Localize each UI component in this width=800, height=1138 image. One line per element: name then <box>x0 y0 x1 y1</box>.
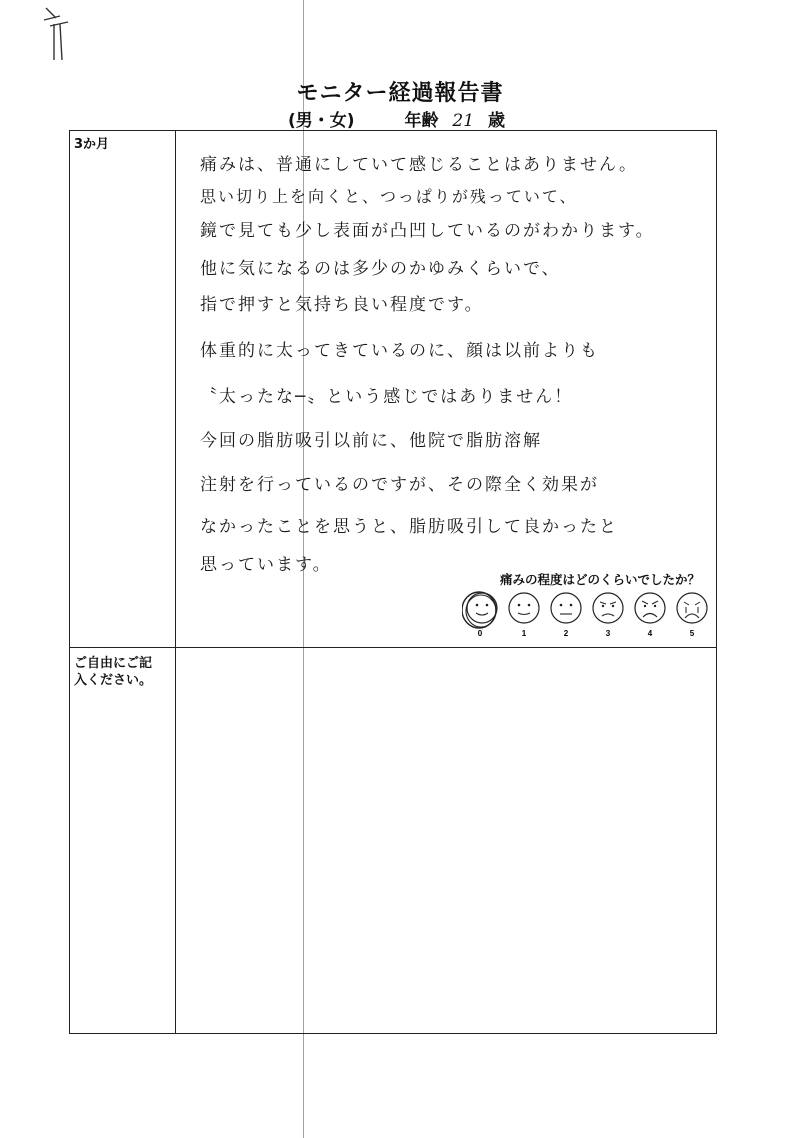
row-label-free-comment <box>74 655 152 689</box>
pain-scale <box>462 590 712 640</box>
free-comment-label-line: 入ください。 <box>74 673 153 688</box>
handwritten-line: 思い切り上を向くと、つっぱりが残っていて、 <box>200 187 578 206</box>
pain-face-4 <box>635 593 665 623</box>
handwritten-line: 注射を行っているのですが、その際全く効果が <box>200 475 599 495</box>
handwritten-line: なかったことを思うと、脂肪吸引して良かったと <box>200 517 618 537</box>
handwritten-line: 痛みは、普通にしていて感じることはありません。 <box>200 155 639 175</box>
pain-face-3 <box>593 593 623 623</box>
handwritten-line: 今回の脂肪吸引以前に、他院で脂肪溶解 <box>200 431 542 451</box>
pain-face-5 <box>677 593 707 623</box>
age-label: 年齢 <box>404 111 439 131</box>
free-comment-label-line: ご自由にご記 <box>74 656 153 671</box>
pain-scale-question: 痛みの程度はどのくらいでしたか？ <box>500 572 701 587</box>
age-unit: 歳 <box>487 111 505 131</box>
handwritten-line: 〝太ったな─〟という感じではありません！ <box>200 387 574 407</box>
gender-field: (男・女) <box>288 111 355 131</box>
handwritten-line: 鏡で見ても少し表面が凸凹しているのがわかります。 <box>200 221 655 241</box>
form-title: モニター経過報告書 <box>296 81 504 106</box>
scan-mark-icon <box>40 4 76 64</box>
pain-level-label-3: 3 <box>605 629 611 638</box>
row-label-3-months: 3か月 <box>74 137 110 152</box>
respondent-info <box>288 106 505 131</box>
pain-level-label-5: 5 <box>689 629 695 638</box>
label-column-divider <box>175 131 176 1033</box>
pain-level-label-2: 2 <box>563 629 569 638</box>
handwritten-line: 指で押すと気持ち良い程度です。 <box>200 295 484 315</box>
handwritten-line: 体重的に太ってきているのに、顔は以前よりも <box>200 341 599 361</box>
pain-level-label-0: 0 <box>477 629 483 638</box>
age-value: 21 <box>452 111 475 131</box>
handwritten-line: 他に気になるのは多少のかゆみくらいで、 <box>200 259 561 279</box>
row-divider <box>70 647 716 648</box>
pain-level-label-1: 1 <box>521 629 527 638</box>
pain-face-1 <box>509 593 539 623</box>
pain-face-2 <box>551 593 581 623</box>
handwritten-line: 思っています。 <box>200 555 332 575</box>
pain-face-0 <box>462 592 497 628</box>
pain-level-label-4: 4 <box>647 629 653 638</box>
